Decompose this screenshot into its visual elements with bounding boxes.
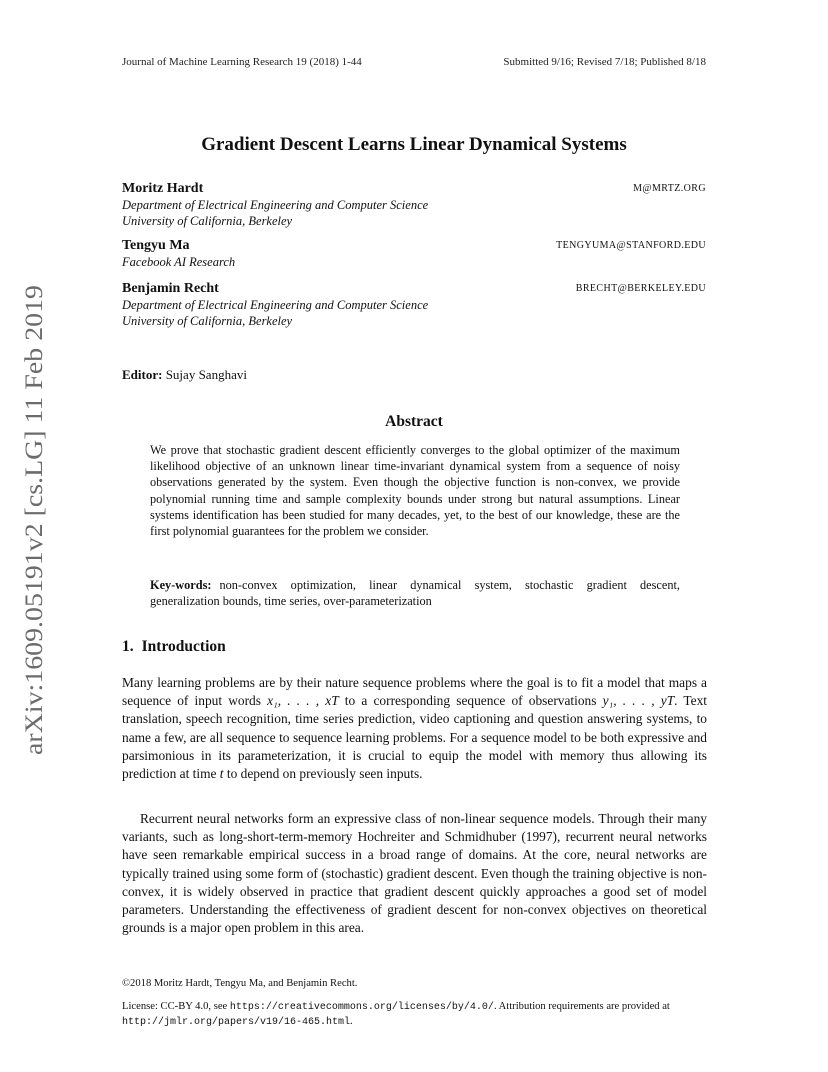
editor-label: Editor: [122, 367, 163, 382]
journal-header: Journal of Machine Learning Research 19 (2018) 1-44 [122, 56, 362, 68]
author-affiliation: Department of Electrical Engineering and Computer Science [122, 298, 429, 312]
math-y-sequence: y₁, . . . , yT [602, 693, 675, 709]
keywords [150, 577, 680, 609]
author-email[interactable]: TENGYUMA@STANFORD.EDU [556, 240, 706, 251]
author-affiliation: Facebook AI Research [122, 255, 236, 269]
abstract-text: We prove that stochastic gradient descent efficiently converges to the global optimizer of the maximum likelihood objective of an unknown linear time-invariant dynamical system from a sequence of noisy observations generated by the system. Even though the objective function is non-convex, we provide polynomial running time and sample complexity bounds under strong but natural assumptions. Linear systems identification has been studied for many decades, yet, to the best of our knowledge, these are the first polynomial guarantees for the problem we consider. [150, 443, 680, 539]
author-block [122, 181, 706, 229]
keywords-label: Key-words: [150, 578, 212, 592]
keywords-text: non-convex optimization, linear dynamical system, stochastic gradient descent, generalization bounds, time series, over-parameterization [150, 578, 680, 609]
text-run: Many learning problems are by their nature sequence problems where the goal is to fit a model that maps a sequence of input words [122, 675, 707, 709]
abstract-heading: Abstract [385, 413, 443, 430]
license-notice [122, 1000, 707, 1030]
author-email[interactable]: M@MRTZ.ORG [633, 183, 706, 194]
author-name: Tengyu Ma [122, 238, 190, 253]
math-t: t [219, 766, 224, 782]
intro-paragraph-1 [122, 674, 707, 783]
text-run: to depend on previously seen inputs. [223, 766, 423, 782]
arxiv-stamp-text: arXiv:1609.05191v2 [cs.LG] 11 Feb 2019 [21, 333, 48, 755]
intro-paragraph-2: Recurrent neural networks form an expressive class of non-linear sequence models. Through their many variants, such as long-short-term-memory Hochreiter and Schmidhuber (1997), recurrent neural networks have seen remarkable empirical success in a broad range of domains. At the core, neural networks are typically trained using some form of (stochastic) gradient descent. Even though the training objective is non-convex, it is widely observed in practice that gradient descent quickly approaches a good set of model parameters. Understanding the effectiveness of gradient descent for non-convex objectives on theoretical grounds is a major open problem in this area. [122, 811, 707, 936]
section-title: Introduction [141, 638, 226, 655]
arxiv-stamp [2, 280, 52, 760]
author-email[interactable]: BRECHT@BERKELEY.EDU [575, 283, 706, 294]
author-affiliation: University of California, Berkeley [122, 314, 293, 328]
license-text: . [350, 1016, 353, 1027]
author-affiliation: Department of Electrical Engineering and Computer Science [122, 198, 429, 212]
author-name: Benjamin Recht [122, 281, 219, 296]
editor-line [122, 367, 247, 383]
math-x-sequence: x₁, . . . , xT [267, 693, 339, 709]
section-number: 1. [122, 638, 134, 655]
section-heading [122, 638, 226, 656]
paper-link[interactable]: http://jmlr.org/papers/v19/16-465.html [122, 1017, 351, 1028]
author-block [122, 281, 706, 329]
submission-dates: Submitted 9/16; Revised 7/18; Published 8/18 [503, 56, 706, 68]
author-affiliation: University of California, Berkeley [122, 214, 293, 228]
license-text: License: CC-BY 4.0, see [122, 1001, 230, 1012]
author-block [122, 238, 706, 270]
paper-title: Gradient Descent Learns Linear Dynamical Systems [201, 134, 627, 155]
license-text: . Attribution requirements are provided at [493, 1001, 670, 1012]
author-name: Moritz Hardt [122, 181, 204, 196]
text-run: to a corresponding sequence of observations [338, 693, 603, 709]
editor-name: Sujay Sanghavi [165, 367, 247, 382]
copyright-notice: ©2018 Moritz Hardt, Tengyu Ma, and Benjamin Recht. [122, 978, 358, 989]
text-run: . Text translation, speech recognition, time series prediction, video captioning and question answering systems, to name a few, are all sequence to sequence learning problems. For a sequence model to be both expressive and parsimonious in its parameterization, it is crucial to equip the model with memory thus allowing its prediction at time [122, 693, 708, 782]
license-link[interactable]: https://creativecommons.org/licenses/by/4.0/ [229, 1002, 494, 1013]
